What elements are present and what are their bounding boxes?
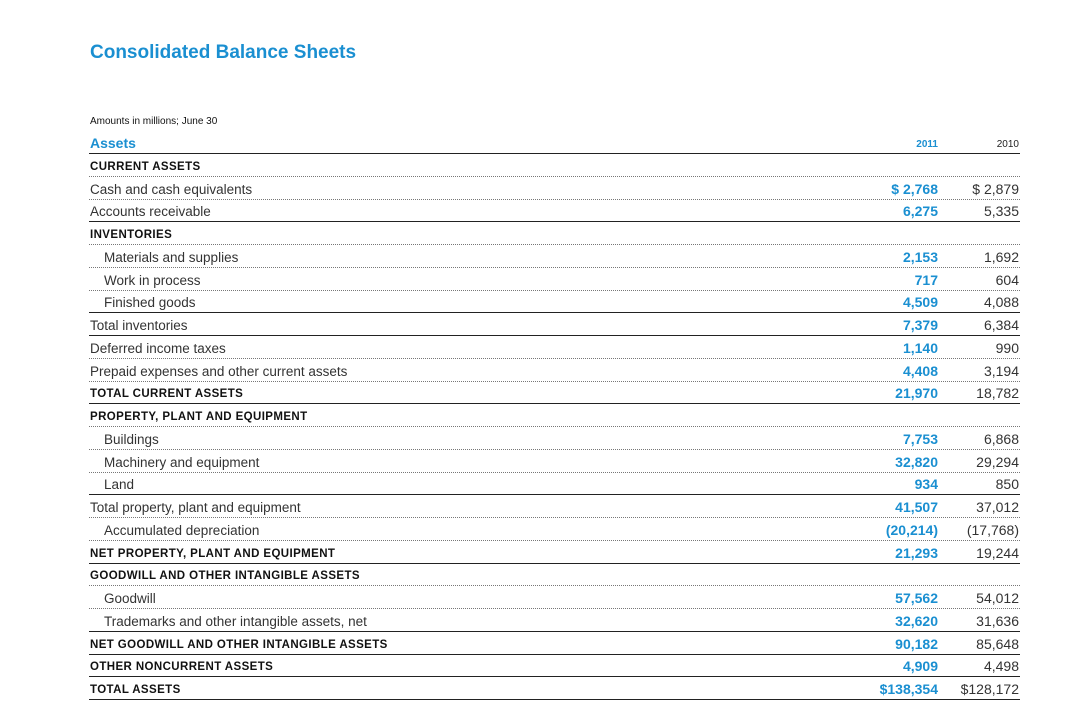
- row-label: Buildings: [104, 431, 159, 447]
- value-2010: 4,088: [983, 294, 1019, 311]
- row-label: Goodwill: [104, 591, 156, 606]
- table-row: [89, 382, 1020, 405]
- table-body: [89, 154, 1020, 700]
- value-2010: 6,868: [983, 430, 1019, 447]
- row-label: NET PROPERTY, PLANT AND EQUIPMENT: [90, 547, 336, 560]
- value-2010: 18,782: [976, 385, 1019, 402]
- value-2010: 1,692: [983, 248, 1019, 265]
- value-2010: 29,294: [976, 453, 1019, 470]
- value-2011: 41,507: [895, 499, 938, 515]
- table-row: [89, 586, 1020, 609]
- row-label: Deferred income taxes: [90, 340, 226, 356]
- table-row: [89, 291, 1020, 314]
- row-label: Total inventories: [90, 318, 188, 333]
- value-2010: 990: [995, 339, 1019, 356]
- value-2011: 1,140: [902, 339, 938, 356]
- value-2010: 5,335: [983, 203, 1019, 220]
- row-label: TOTAL ASSETS: [90, 684, 181, 696]
- row-label: PROPERTY, PLANT AND EQUIPMENT: [90, 411, 308, 423]
- value-2011: 4,408: [902, 362, 938, 379]
- row-label: CURRENT ASSETS: [90, 160, 201, 173]
- table-row: [89, 200, 1020, 223]
- row-label: Work in process: [104, 272, 201, 288]
- value-2011: 6,275: [902, 203, 938, 220]
- table-row: [89, 427, 1020, 450]
- table-row: [89, 268, 1020, 291]
- value-2010: 31,636: [976, 612, 1019, 629]
- row-label: Cash and cash equivalents: [90, 181, 253, 197]
- page-title: Consolidated Balance Sheets: [90, 42, 357, 63]
- value-2010: 19,244: [976, 544, 1019, 561]
- row-label: Finished goods: [104, 295, 196, 311]
- table-row: [89, 177, 1020, 200]
- row-label: Trademarks and other intangible assets, net: [104, 613, 367, 629]
- value-2010: 604: [995, 271, 1019, 288]
- table-row: [89, 518, 1020, 541]
- year-2010-header: 2010: [996, 139, 1019, 150]
- value-2010: $128,172: [960, 681, 1019, 697]
- table-row: [89, 495, 1020, 518]
- table-row: [89, 359, 1020, 382]
- table-row: [89, 404, 1020, 427]
- value-2011: 21,293: [895, 544, 938, 561]
- amounts-note: Amounts in millions; June 30: [90, 116, 218, 127]
- table-row: [89, 245, 1020, 268]
- value-2010: 4,498: [983, 658, 1019, 675]
- value-2010: 850: [995, 476, 1019, 493]
- table-row: [89, 632, 1020, 655]
- row-label: Land: [104, 477, 135, 493]
- row-label: Total property, plant and equipment: [90, 500, 301, 515]
- table-row: [89, 313, 1020, 336]
- value-2011: $138,354: [879, 681, 938, 697]
- assets-heading: Assets: [90, 135, 136, 151]
- table-row: [89, 336, 1020, 359]
- value-2011: 717: [914, 271, 938, 288]
- value-2011: 32,820: [895, 453, 938, 470]
- value-2011: 4,909: [902, 658, 938, 675]
- value-2011: (20,214): [885, 521, 938, 538]
- table-row: [89, 609, 1020, 632]
- row-label: Machinery and equipment: [104, 454, 260, 470]
- table-row: [89, 677, 1020, 700]
- table-header: [89, 133, 1020, 154]
- balance-sheet-table: [89, 133, 1020, 700]
- value-2010: (17,768): [966, 521, 1019, 538]
- row-label: INVENTORIES: [90, 229, 173, 241]
- table-row: [89, 473, 1020, 496]
- value-2011: 90,182: [895, 635, 938, 652]
- row-label: Prepaid expenses and other current assets: [90, 363, 348, 379]
- value-2011: 2,153: [902, 248, 938, 265]
- value-2011: 7,753: [902, 430, 938, 447]
- value-2011: 934: [914, 476, 938, 493]
- value-2011: 57,562: [895, 590, 938, 606]
- value-2010: 37,012: [976, 499, 1019, 515]
- value-2010: 54,012: [976, 590, 1019, 606]
- value-2011: $ 2,768: [891, 180, 938, 197]
- value-2010: 3,194: [983, 362, 1019, 379]
- table-row: [89, 541, 1020, 564]
- row-label: Accounts receivable: [90, 204, 211, 220]
- row-label: GOODWILL AND OTHER INTANGIBLE ASSETS: [90, 570, 360, 583]
- table-row: [89, 655, 1020, 678]
- row-label: NET GOODWILL AND OTHER INTANGIBLE ASSETS: [90, 638, 388, 651]
- table-row: [89, 222, 1020, 245]
- value-2011: 4,509: [902, 294, 938, 311]
- value-2011: 32,620: [895, 612, 938, 629]
- row-label: OTHER NONCURRENT ASSETS: [90, 661, 274, 674]
- table-row: [89, 154, 1020, 177]
- row-label: TOTAL CURRENT ASSETS: [90, 388, 244, 401]
- value-2011: 21,970: [895, 385, 938, 402]
- row-label: Materials and supplies: [104, 249, 239, 265]
- value-2010: 85,648: [976, 635, 1019, 652]
- value-2011: 7,379: [902, 317, 938, 333]
- year-2011-header: 2011: [916, 139, 938, 150]
- value-2010: 6,384: [983, 317, 1019, 333]
- table-row: [89, 450, 1020, 473]
- row-label: Accumulated depreciation: [104, 522, 260, 538]
- table-row: [89, 564, 1020, 587]
- value-2010: $ 2,879: [972, 180, 1019, 197]
